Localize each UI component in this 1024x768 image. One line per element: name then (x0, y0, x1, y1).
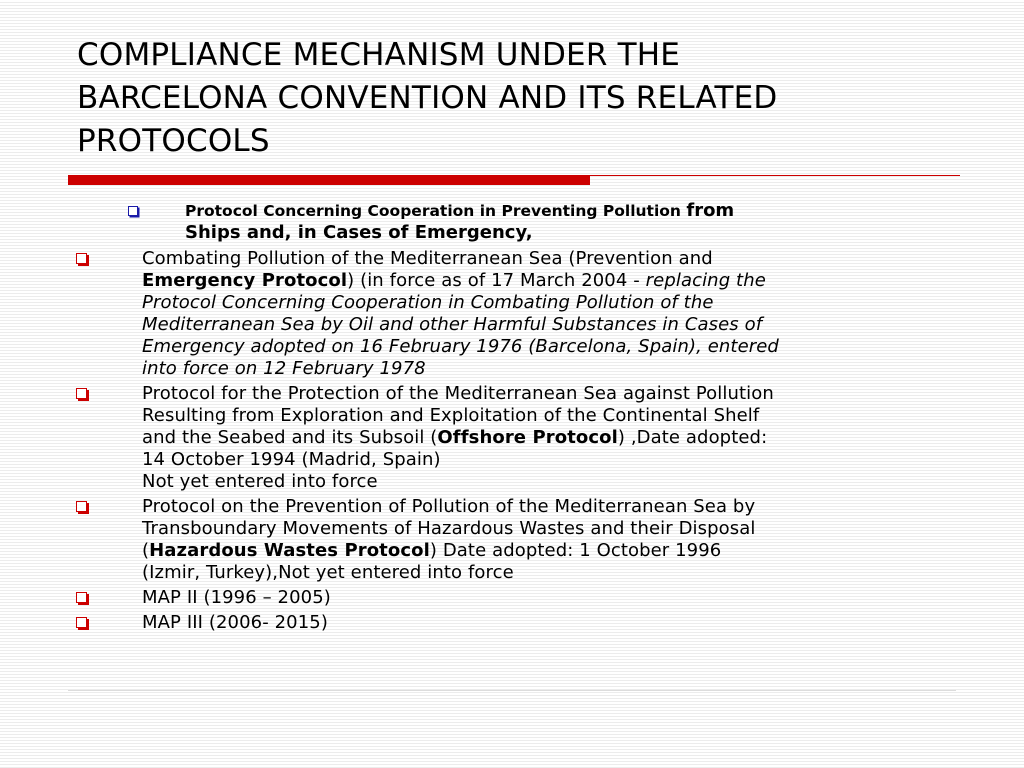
item-2-line-3 (142, 427, 956, 449)
list-item (76, 496, 956, 584)
item-2-line-5: Not yet entered into force (142, 471, 378, 492)
title-divider-thin (590, 175, 960, 176)
item-3-line-3-pre: ( (142, 540, 150, 561)
item-1-line-6: into force on 12 February 1978 (142, 358, 426, 379)
item-3-line-3-post: ) Date adopted: 1 October 1996 (429, 540, 722, 561)
list-item (76, 612, 956, 634)
item-1-line-2-italic: replacing the (645, 270, 766, 291)
sub-bullet-text (185, 200, 895, 244)
item-5-line-1: MAP III (2006- 2015) (142, 612, 328, 633)
item-2-line-1: Protocol for the Protection of the Mediterranean Sea against Pollution (142, 383, 774, 404)
list-item (76, 587, 956, 609)
hollow-square-bullet-icon (76, 501, 87, 512)
item-3-line-1: Protocol on the Prevention of Pollution of the Mediterranean Sea by (142, 496, 756, 517)
title-line-3: PROTOCOLS (77, 123, 270, 159)
sub-text-part2: from (686, 200, 735, 221)
hollow-square-bullet-icon (76, 253, 87, 264)
item-3-line-3 (142, 540, 956, 562)
sub-text-part1: Protocol Concerning Cooperation in Preventing Pollution (185, 202, 687, 220)
item-1-line-5: Emergency adopted on 16 February 1976 (Barcelona, Spain), entered (142, 336, 779, 357)
item-1-line-1: Combating Pollution of the Mediterranean Sea (Prevention and (142, 248, 713, 269)
hazardous-wastes-protocol-name: Hazardous Wastes Protocol (149, 540, 430, 561)
item-2-line-3-post: ) ,Date adopted: (617, 427, 768, 448)
sub-text-line2: Ships and, in Cases of Emergency, (185, 222, 533, 243)
title-line-1: COMPLIANCE MECHANISM UNDER THE (77, 37, 681, 73)
item-4-line-1: MAP II (1996 – 2005) (142, 587, 331, 608)
list-item (76, 248, 956, 380)
item-2-line-4: 14 October 1994 (Madrid, Spain) (142, 449, 441, 470)
square-bullet-icon (128, 206, 138, 216)
item-2-line-2: Resulting from Exploration and Exploitation of the Continental Shelf (142, 405, 760, 426)
list-item (76, 383, 956, 493)
slide-title (77, 34, 977, 163)
hollow-square-bullet-icon (76, 617, 87, 628)
title-divider-thick (68, 175, 590, 185)
item-3-line-2: Transboundary Movements of Hazardous Wastes and their Disposal (142, 518, 756, 539)
footer-divider (68, 690, 956, 691)
item-1-line-2 (142, 270, 956, 292)
item-3-line-4: (Izmir, Turkey),Not yet entered into force (142, 562, 514, 583)
item-1-line-3: Protocol Concerning Cooperation in Combating Pollution of the (142, 292, 714, 313)
item-1-line-4: Mediterranean Sea by Oil and other Harmful Substances in Cases of (142, 314, 763, 335)
hollow-square-bullet-icon (76, 592, 87, 603)
bullet-list (76, 248, 956, 637)
hollow-square-bullet-icon (76, 388, 87, 399)
emergency-protocol-name: Emergency Protocol (142, 270, 348, 291)
item-2-line-3-pre: and the Seabed and its Subsoil ( (142, 427, 438, 448)
item-1-line-2-rest: ) (in force as of 17 March 2004 - (347, 270, 646, 291)
offshore-protocol-name: Offshore Protocol (437, 427, 618, 448)
title-line-2: BARCELONA CONVENTION AND ITS RELATED (77, 80, 778, 116)
